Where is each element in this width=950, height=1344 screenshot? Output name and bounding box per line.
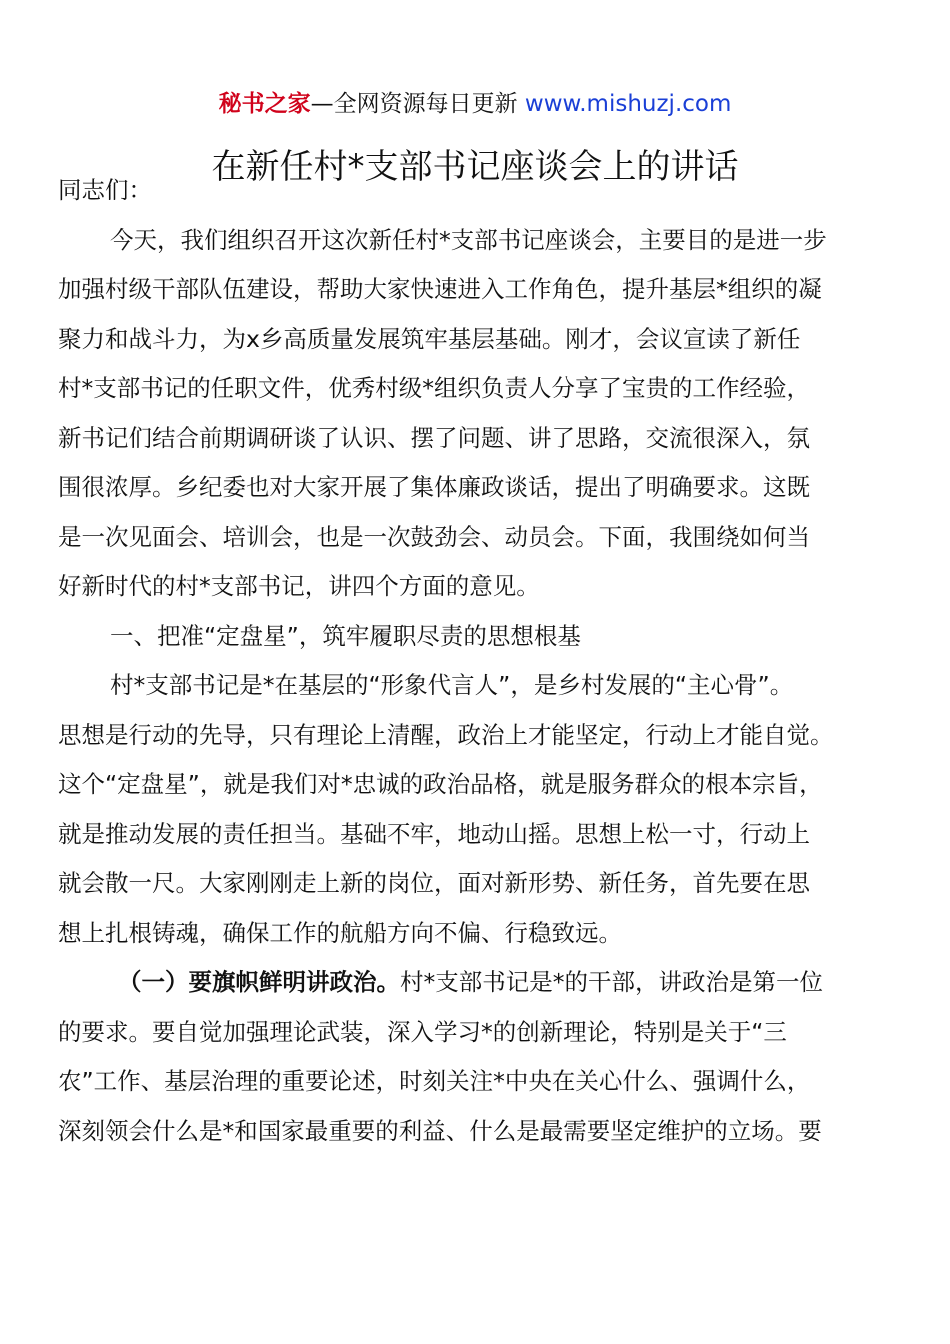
banner-slogan: —全网资源每日更新 (310, 91, 518, 117)
paragraph-line: 好新时代的村*支部书记，讲四个方面的意见。 (58, 572, 540, 600)
paragraph-line: 深刻领会什么是*和国家最重要的利益、什么是最需要坚定维护的立场。要 (58, 1116, 822, 1145)
document-body (58, 172, 908, 1156)
paragraph-line: 思想是行动的先导，只有理论上清醒，政治上才能坚定，行动上才能自觉。 (58, 720, 834, 749)
paragraph-line: 这个“定盘星”，就是我们对*忠诚的政治品格，就是服务群众的根本宗旨， (58, 770, 823, 798)
paragraph-line: 村*支部书记的任职文件，优秀村级*组织负责人分享了宝贵的工作经验， (58, 374, 810, 402)
paragraph-line: 就是推动发展的责任担当。基础不牢，地动山摇。思想上松一寸，行动上 (58, 819, 810, 848)
paragraph-line: 就会散一尺。大家刚刚走上新的岗位，面对新形势、新任务，首先要在思 (58, 869, 810, 897)
banner-brand: 秘书之家 (218, 91, 311, 117)
paragraph-line: 围很浓厚。乡纪委也对大家开展了集体廉政谈话，提出了明确要求。这既 (58, 473, 810, 501)
document-title: 在新任村*支部书记座谈会上的讲话 (211, 147, 739, 187)
subsection-heading: （一）要旗帜鲜明讲政治。 (118, 968, 400, 996)
paragraph-line: 聚力和战斗力，为x乡高质量发展筑牢基层基础。刚才，会议宣读了新任 (58, 324, 801, 353)
site-banner (0, 86, 950, 122)
subsection-line (58, 958, 908, 1008)
paragraph-line: 新书记们结合前期调研谈了认识、摆了问题、讲了思路，交流很深入，氛 (58, 423, 810, 452)
paragraph-line: 今天，我们组织召开这次新任村*支部书记座谈会，主要目的是进一步 (110, 225, 827, 254)
paragraph-line: 的要求。要自觉加强理论武装，深入学习*的创新理论，特别是关于“三 (58, 1017, 787, 1046)
paragraph-line: 农”工作、基层治理的重要论述，时刻关注*中央在关心什么、强调什么， (58, 1067, 811, 1095)
paragraph-line: 想上扎根铸魂，确保工作的航船方向不偏、行稳致远。 (58, 918, 622, 947)
subsection-text: 村*支部书记是*的干部，讲政治是第一位 (400, 968, 823, 996)
banner-url-link[interactable]: www.mishuzj.com (524, 91, 732, 117)
paragraph-line: 村*支部书记是*在基层的“形象代言人”，是乡村发展的“主心骨”。 (110, 671, 794, 699)
section-heading: 一、把准“定盘星”，筑牢履职尽责的思想根基 (110, 621, 581, 650)
greeting: 同志们： (58, 176, 152, 204)
paragraph-line: 加强村级干部队伍建设，帮助大家快速进入工作角色，提升基层*组织的凝 (58, 275, 822, 303)
paragraph-line: 是一次见面会、培训会，也是一次鼓劲会、动员会。下面，我围绕如何当 (58, 522, 810, 551)
